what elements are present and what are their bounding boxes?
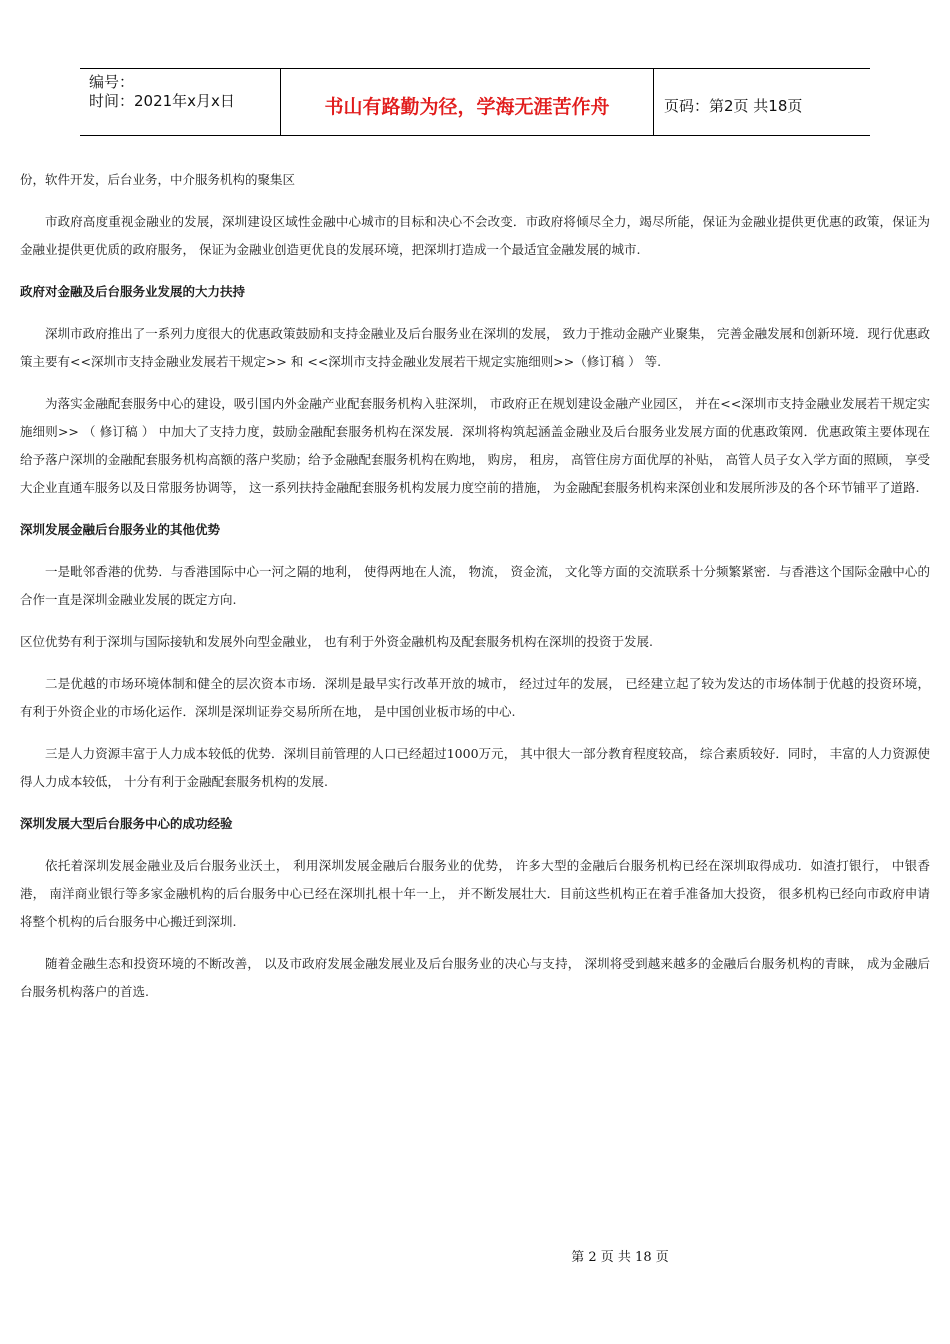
paragraph: 三是人力资源丰富于人力成本较低的优势．深圳目前管理的人口已经超过1000万元， 其中很大一部分教育程度较高， 综合素质较好．同时， 丰富的人力资源使得人力成本较低， 十分有利于金融配套服务机构的发展. [20, 746, 930, 789]
paragraph: 市政府高度重视金融业的发展，深圳建设区域性金融中心城市的目标和决心不会改变．市政府将倾尽全力，竭尽所能，保证为金融业提供更优惠的政策，保证为金融业提供更优质的政府服务， 保证为金融业创造更优良的发展环境，把深圳打造成一个最适宜金融发展的城市. [20, 214, 930, 257]
number-label: 编号： [89, 73, 135, 91]
paragraph: 一是毗邻香港的优势．与香港国际中心一河之隔的地利， 使得两地在人流， 物流， 资金流， 文化等方面的交流联系十分频繁紧密．与香港这个国际金融中心的合作一直是深圳金融业发展的既定方向. [20, 564, 930, 607]
header-meta [80, 69, 281, 135]
document-body [20, 166, 930, 1020]
paragraph-continued: 份，软件开发，后台业务，中介服务机构的聚集区 [20, 172, 296, 187]
paragraph: 为落实金融配套服务中心的建设，吸引国内外金融产业配套服务机构入驻深圳， 市政府正在规划建设金融产业园区， 并在<<深圳市支持金融业发展若干规定实施细则>> （ 修订稿 ） 中加大了支持力度，鼓励金融配套服务机构在深发展．深圳将构筑起涵盖金融业及后台服务业发展方面的优惠政策网．优惠政策主要体现在给予落户深圳的金融配套服务机构高额的落户奖励；给予金融配套服务机构在购地， 购房， 租房， 高管住房方面优厚的补贴， 高管人员子女入学方面的照顾， 享受大企业直通车服务以及日常服务协调等， 这一系列扶持金融配套服务机构发展力度空前的措施， 为金融配套服务机构来深创业和发展所涉及的各个环节铺平了道路. [20, 396, 930, 495]
section-heading: 政府对金融及后台服务业发展的大力扶持 [20, 284, 246, 299]
header-motto: 书山有路勤为径，学海无涯苦作舟 [281, 69, 654, 135]
header-page-info: 页码：第2页 共18页 [664, 96, 803, 115]
section-heading: 深圳发展金融后台服务业的其他优势 [20, 522, 221, 537]
paragraph: 二是优越的市场环境体制和健全的层次资本市场．深圳是最早实行改革开放的城市， 经过过年的发展， 已经建立起了较为发达的市场体制于优越的投资环境， 有利于外资企业的市场化运作．深圳是深圳证券交易所所在地， 是中国创业板市场的中心. [20, 676, 930, 719]
paragraph: 依托着深圳发展金融业及后台服务业沃土， 利用深圳发展金融后台服务业的优势， 许多大型的金融后台服务机构已经在深圳取得成功．如渣打银行， 中银香港， 南洋商业银行等多家金融机构的后台服务中心已经在深圳扎根十年一上， 并不断发展壮大．目前这些机构正在着手准备加大投资， 很多机构已经向市政府申请将整个机构的后台服务中心搬迁到深圳. [20, 858, 930, 929]
document-header [80, 68, 870, 136]
paragraph: 区位优势有利于深圳与国际接轨和发展外向型金融业， 也有利于外资金融机构及配套服务机构在深圳的投资于发展. [20, 634, 653, 649]
page-footer: 第 2 页 共 18 页 [571, 1250, 669, 1265]
paragraph: 深圳市政府推出了一系列力度很大的优惠政策鼓励和支持金融业及后台服务业在深圳的发展， 致力于推动金融产业聚集， 完善金融发展和创新环境．现行优惠政策主要有<<深圳市支持金融业发展若干规定>> 和 <<深圳市支持金融业发展若干规定实施细则>>（修订稿 ） 等. [20, 326, 930, 369]
paragraph: 随着金融生态和投资环境的不断改善， 以及市政府发展金融发展业及后台服务业的决心与支持， 深圳将受到越来越多的金融后台服务机构的青睐， 成为金融后台服务机构落户的首选. [20, 956, 930, 999]
section-heading: 深圳发展大型后台服务中心的成功经验 [20, 816, 233, 831]
time-label: 时间：2021年x月x日 [89, 92, 235, 110]
